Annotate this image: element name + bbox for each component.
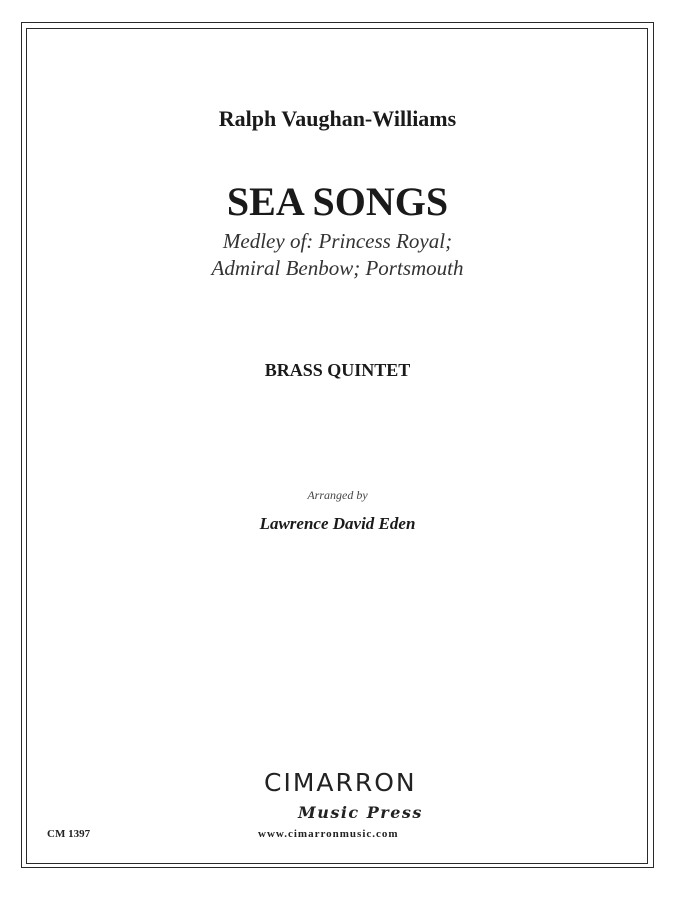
score-subtitle [0, 228, 675, 282]
arranger-name: Lawrence David Eden [259, 514, 416, 533]
composer-name: Ralph Vaughan-Williams [218, 106, 457, 131]
publisher-name: CIMARRON [264, 768, 417, 797]
publisher-logo [238, 768, 438, 843]
arranged-by-label: Arranged by [307, 488, 368, 502]
publisher-subname: Music Press [298, 803, 423, 822]
page-border-inner [26, 28, 648, 864]
score-title: SEA SONGS [226, 179, 449, 224]
publisher-url: www.cimarronmusic.com [258, 828, 399, 840]
catalog-number: CM 1397 [47, 828, 91, 840]
subtitle-line-2: Admiral Benbow; Portsmouth [211, 256, 464, 280]
instrumentation: BRASS QUINTET [264, 360, 411, 380]
subtitle-line-1: Medley of: Princess Royal; [222, 229, 453, 253]
